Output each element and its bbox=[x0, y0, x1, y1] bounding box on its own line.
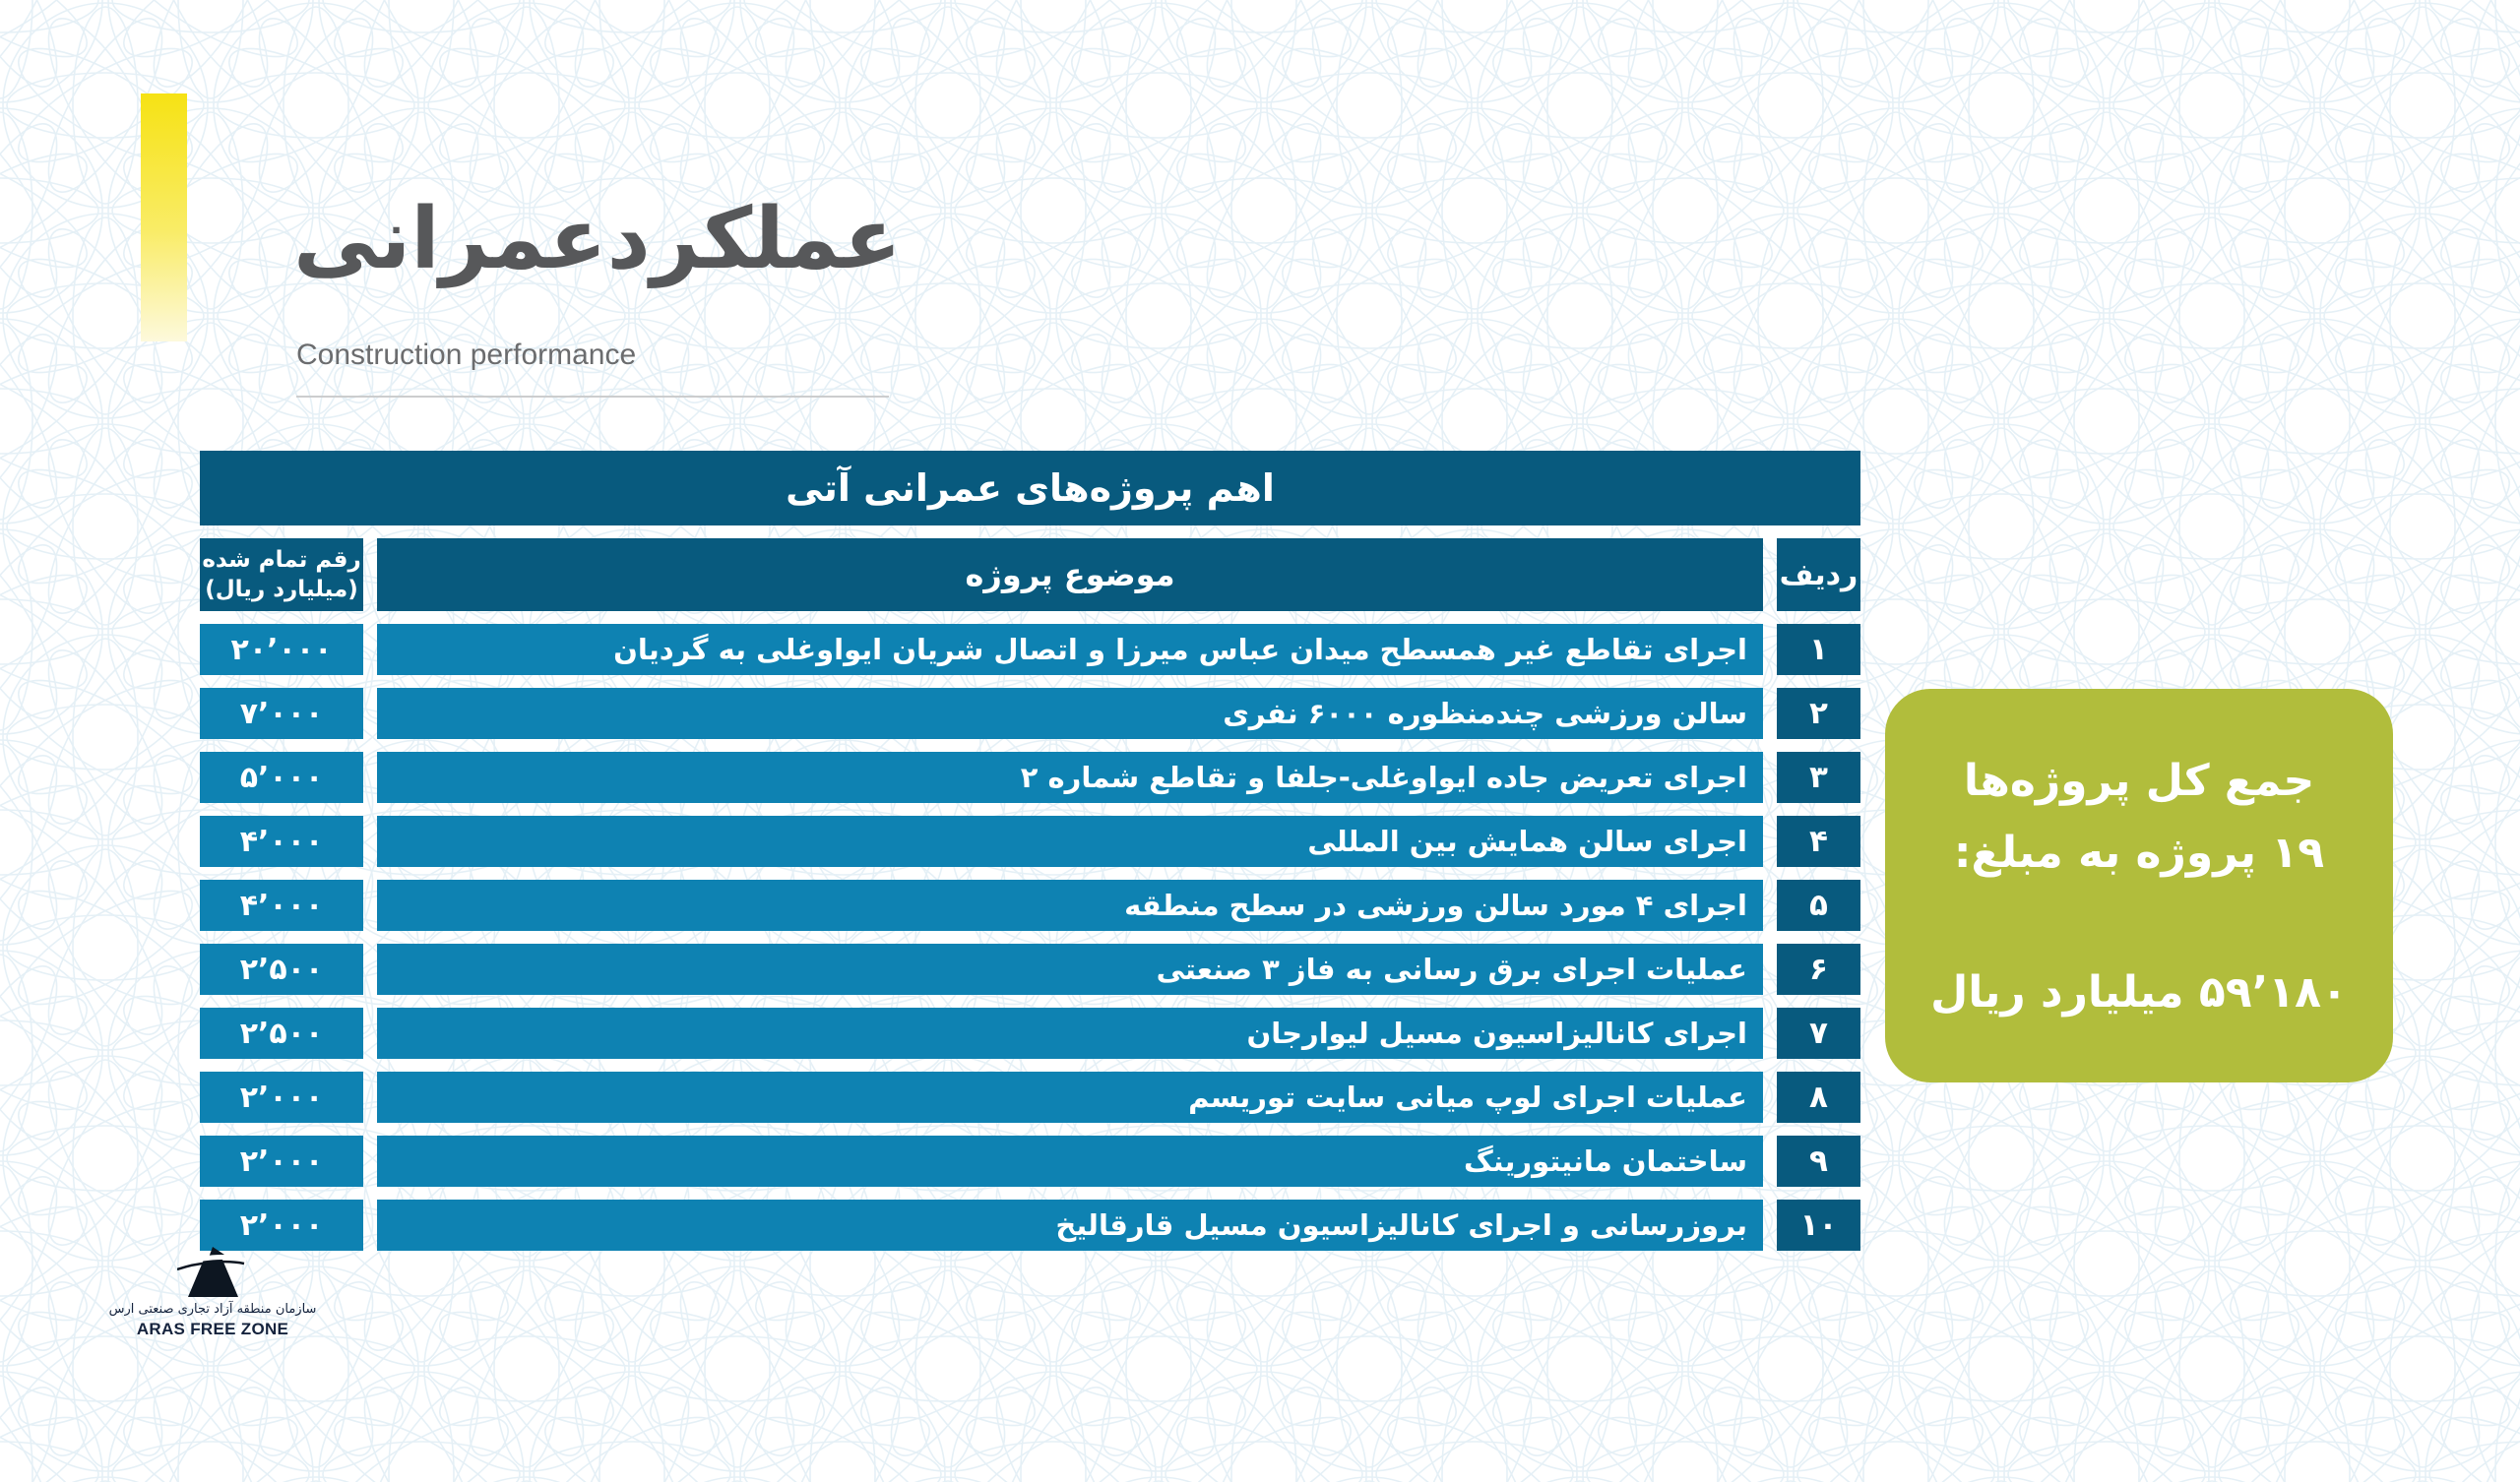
title-divider bbox=[296, 396, 889, 398]
row-7-amount: ۲٬۵۰۰ bbox=[200, 1008, 363, 1059]
row-7-index: ۷ bbox=[1777, 1008, 1860, 1059]
row-8-index: ۸ bbox=[1777, 1072, 1860, 1123]
page-subtitle: Construction performance bbox=[296, 339, 637, 371]
row-1-amount: ۲۰٬۰۰۰ bbox=[200, 624, 363, 675]
column-header-amount-line1: رقم تمام شده bbox=[202, 546, 361, 573]
yellow-accent-bar bbox=[141, 93, 187, 341]
row-2-amount: ۷٬۰۰۰ bbox=[200, 688, 363, 739]
table-title: اهم پروژه‌های عمرانی آتی bbox=[200, 451, 1860, 525]
row-8-amount: ۲٬۰۰۰ bbox=[200, 1072, 363, 1123]
row-6-amount: ۲٬۵۰۰ bbox=[200, 944, 363, 995]
column-header-amount-line2: (میلیارد ریال) bbox=[205, 577, 358, 602]
row-5-index: ۵ bbox=[1777, 880, 1860, 931]
row-1-subject: اجرای تقاطع غیر همسطح میدان عباس میرزا و اتصال شریان ایواوغلی به گردیان bbox=[377, 624, 1763, 675]
row-3-subject: اجرای تعریض جاده ایواوغلی-جلفا و تقاطع شماره ۲ bbox=[377, 752, 1763, 803]
row-2-subject: سالن ورزشی چندمنظوره ۶۰۰۰ نفری bbox=[377, 688, 1763, 739]
column-header-amount bbox=[200, 538, 363, 611]
total-summary-box bbox=[1885, 689, 2393, 1082]
row-6-index: ۶ bbox=[1777, 944, 1860, 995]
summary-line2: ۱۹ پروژه به مبلغ: bbox=[1953, 827, 2325, 878]
row-9-amount: ۲٬۰۰۰ bbox=[200, 1136, 363, 1187]
row-4-subject: اجرای سالن همایش بین المللی bbox=[377, 816, 1763, 867]
row-2-index: ۲ bbox=[1777, 688, 1860, 739]
row-10-index: ۱۰ bbox=[1777, 1200, 1860, 1251]
logo-persian-text: سازمان منطقه آزاد تجاری صنعتی ارس bbox=[108, 1302, 317, 1317]
row-5-amount: ۴٬۰۰۰ bbox=[200, 880, 363, 931]
row-1-index: ۱ bbox=[1777, 624, 1860, 675]
row-9-index: ۹ bbox=[1777, 1136, 1860, 1187]
row-6-subject: عملیات اجرای برق رسانی به فاز ۳ صنعتی bbox=[377, 944, 1763, 995]
row-8-subject: عملیات اجرای لوپ میانی سایت توریسم bbox=[377, 1072, 1763, 1123]
projects-table bbox=[200, 451, 1860, 1251]
aras-free-zone-logo bbox=[108, 1246, 317, 1339]
page-title: عملکردعمرانی bbox=[293, 190, 902, 288]
row-10-subject: بروزرسانی و اجرای کانالیزاسیون مسیل قارقالیخ bbox=[377, 1200, 1763, 1251]
summary-line1: جمع کل پروژه‌ها bbox=[1963, 756, 2315, 806]
mountain-logo-icon bbox=[177, 1246, 248, 1299]
row-3-amount: ۵٬۰۰۰ bbox=[200, 752, 363, 803]
table-grid bbox=[200, 538, 1860, 1251]
row-3-index: ۳ bbox=[1777, 752, 1860, 803]
row-9-subject: ساختمان مانیتورینگ bbox=[377, 1136, 1763, 1187]
row-10-amount: ۲٬۰۰۰ bbox=[200, 1200, 363, 1251]
row-7-subject: اجرای کانالیزاسیون مسیل لیوارجان bbox=[377, 1008, 1763, 1059]
row-4-amount: ۴٬۰۰۰ bbox=[200, 816, 363, 867]
summary-amount: ۵۹٬۱۸۰ میلیارد ریال bbox=[1930, 967, 2348, 1018]
row-5-subject: اجرای ۴ مورد سالن ورزشی در سطح منطقه bbox=[377, 880, 1763, 931]
row-4-index: ۴ bbox=[1777, 816, 1860, 867]
column-header-subject: موضوع پروژه bbox=[377, 538, 1763, 611]
logo-english-text: ARAS FREE ZONE bbox=[136, 1320, 289, 1338]
column-header-index: ردیف bbox=[1777, 538, 1860, 611]
summary-text bbox=[1915, 746, 2363, 889]
